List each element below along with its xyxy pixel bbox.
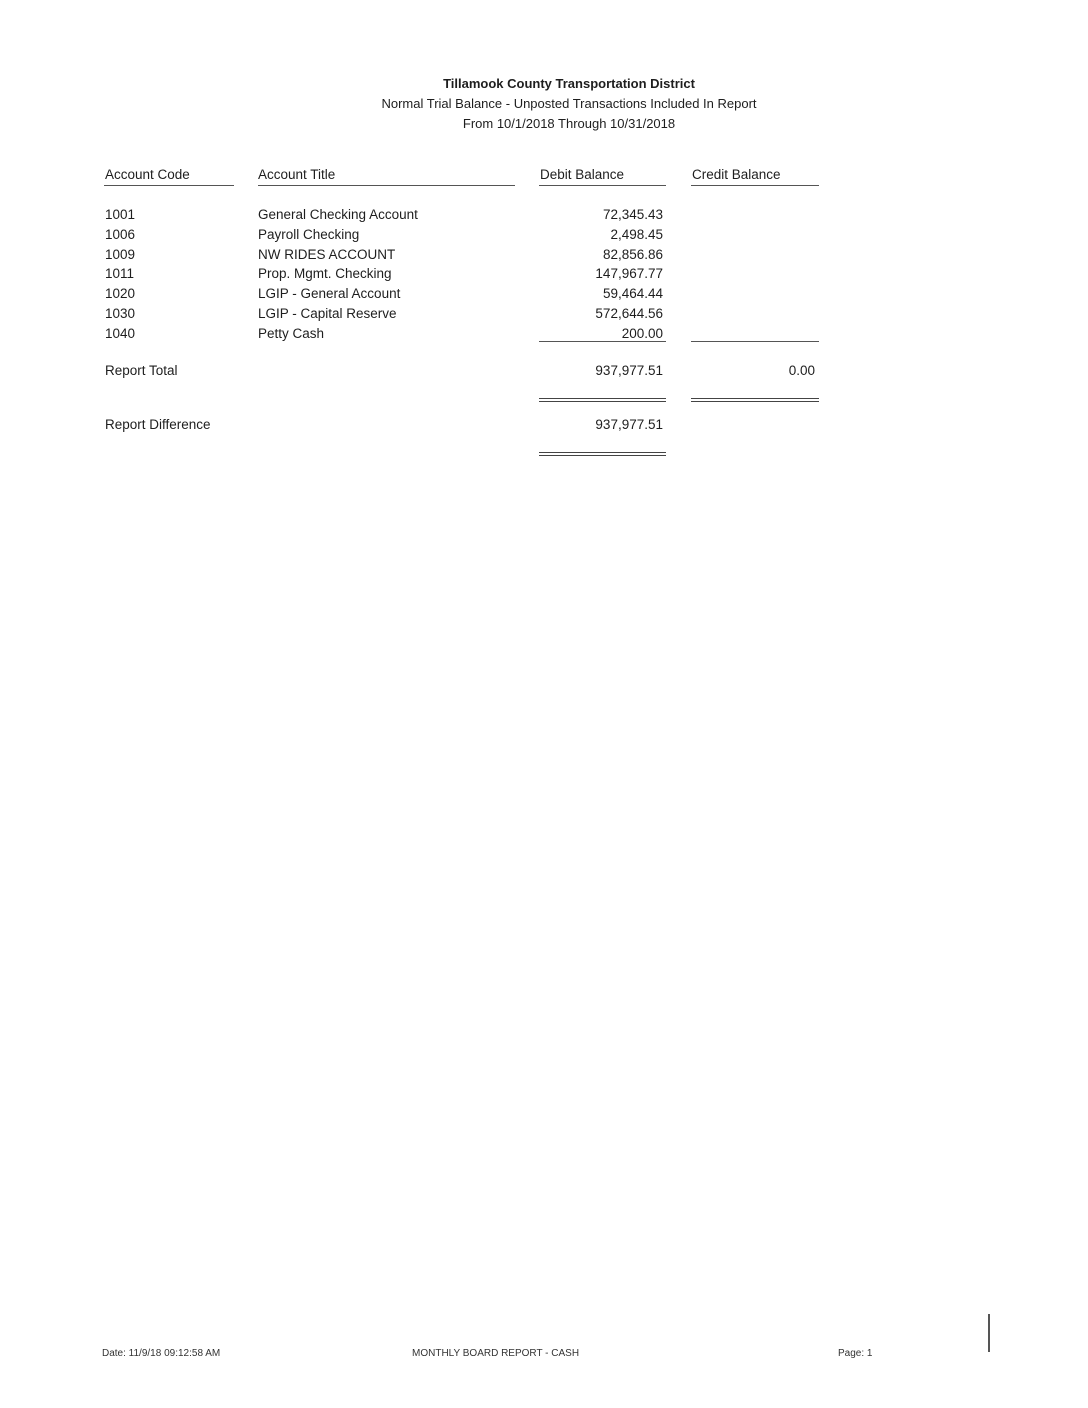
col-header-account-title: Account Title [258,167,336,182]
debit-balance: 72,345.43 [602,207,663,222]
account-code: 1030 [105,306,136,321]
scan-mark [988,1314,990,1352]
header-underline [539,185,666,186]
report-period: From 10/1/2018 Through 10/31/2018 [462,116,676,131]
col-header-account-code: Account Code [105,167,190,182]
col-header-debit-balance: Debit Balance [540,167,625,182]
header-underline [258,185,515,186]
subtotal-rule [539,341,666,342]
account-code: 1020 [105,286,136,301]
account-code: 1040 [105,326,136,341]
account-code: 1011 [105,266,135,281]
double-rule [539,452,666,456]
report-total-credit: 0.00 [788,363,815,378]
footer-date: Date: 11/9/18 09:12:58 AM [102,1348,221,1359]
report-name: Normal Trial Balance - Unposted Transactions Included In Report [381,96,757,111]
account-title: Prop. Mgmt. Checking [258,266,392,281]
account-code: 1006 [105,227,136,242]
report-total-debit: 937,977.51 [595,363,663,378]
double-rule [691,398,819,402]
account-title: LGIP - Capital Reserve [258,306,397,321]
debit-balance: 200.00 [621,326,663,341]
account-code: 1001 [105,207,136,222]
report-difference-value: 937,977.51 [595,417,663,432]
account-title: NW RIDES ACCOUNT [258,247,396,262]
debit-balance: 572,644.56 [595,306,663,321]
debit-balance: 2,498.45 [610,227,663,242]
account-title: LGIP - General Account [258,286,401,301]
col-header-credit-balance: Credit Balance [692,167,781,182]
subtotal-rule [691,341,819,342]
header-underline [104,185,234,186]
report-difference-label: Report Difference [105,417,211,432]
header-underline [691,185,819,186]
account-title: Petty Cash [258,326,325,341]
footer-report-name: MONTHLY BOARD REPORT - CASH [412,1348,580,1359]
account-code: 1009 [105,247,136,262]
debit-balance: 59,464.44 [602,286,663,301]
account-title: Payroll Checking [258,227,360,242]
debit-balance: 147,967.77 [595,266,663,281]
debit-balance: 82,856.86 [602,247,663,262]
organization-name: Tillamook County Transportation District [443,76,695,91]
report-total-label: Report Total [105,363,178,378]
double-rule [539,398,666,402]
footer-page: Page: 1 [838,1348,873,1359]
account-title: General Checking Account [258,207,418,222]
